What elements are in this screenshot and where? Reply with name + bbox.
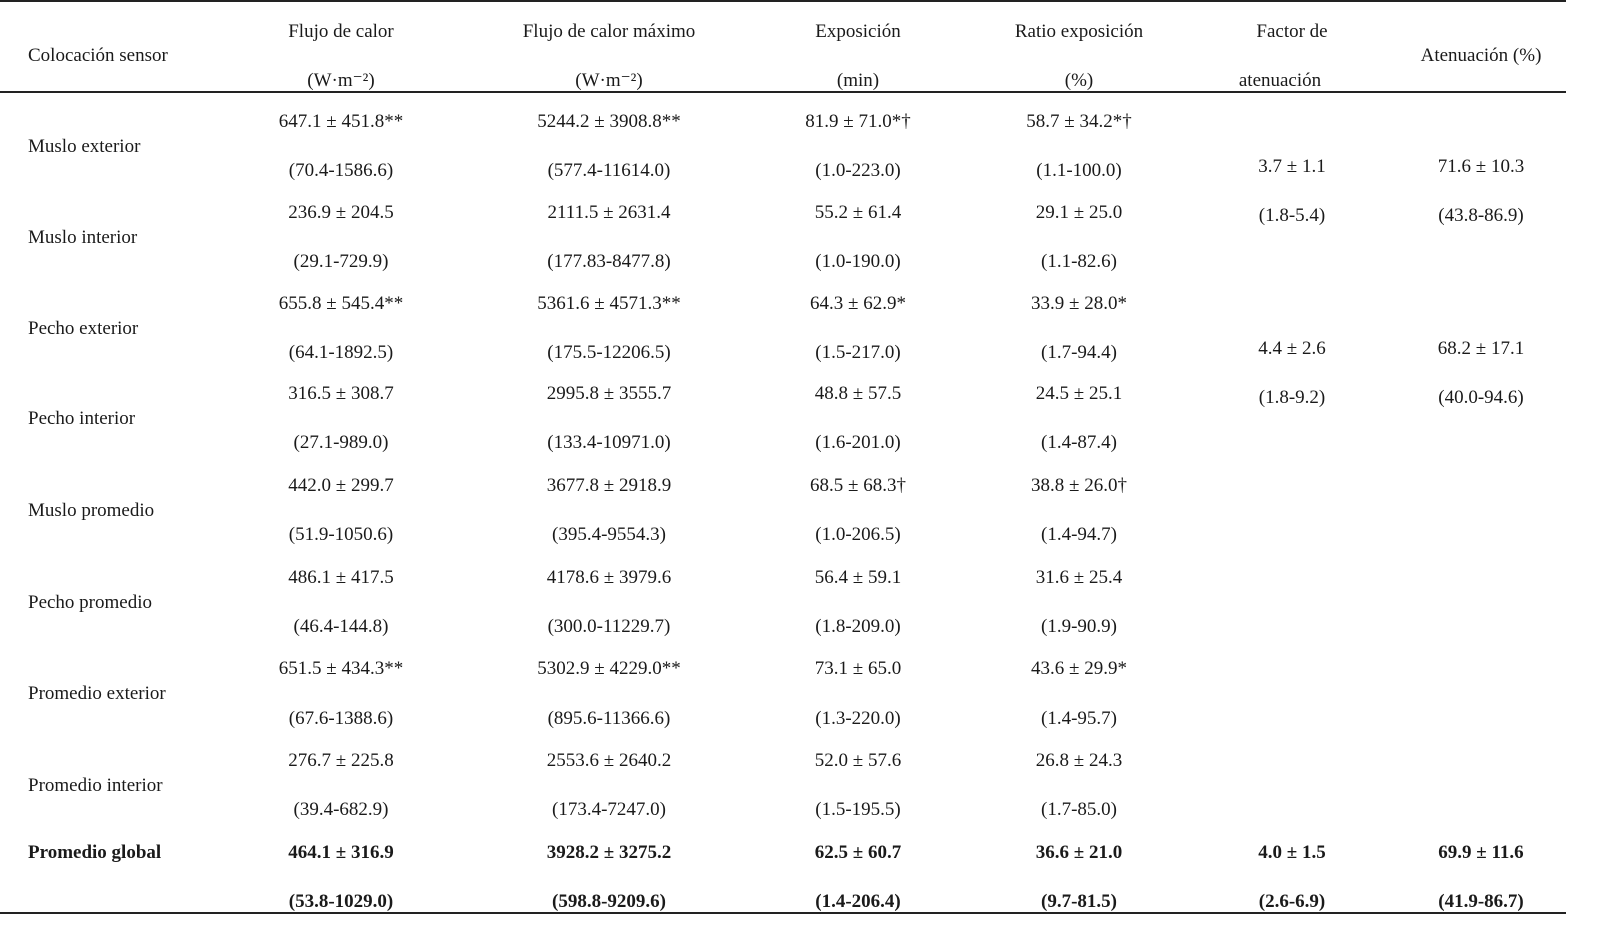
header-flux-unit: (W·m⁻²): [307, 70, 375, 91]
max-range: (895.6-11366.6): [547, 708, 671, 729]
ratio-mean: 36.6 ± 21.0: [1035, 842, 1123, 863]
attenuation-range: (43.8-86.9): [1438, 205, 1524, 226]
max-mean: 2553.6 ± 2640.2: [546, 750, 672, 771]
max-range: (177.83-8477.8): [547, 251, 671, 272]
factor-range: (1.8-5.4): [1258, 205, 1326, 226]
ratio-mean: 29.1 ± 25.0: [1035, 202, 1123, 223]
flux-range: (53.8-1029.0): [288, 891, 394, 912]
header-attenuation: Atenuación (%): [1420, 45, 1542, 66]
row-label: Promedio global: [28, 842, 162, 863]
flux-mean: 486.1 ± 417.5: [288, 567, 394, 588]
exposure-range: (1.5-195.5): [815, 799, 901, 820]
flux-range: (39.4-682.9): [293, 799, 389, 820]
exposure-mean: 81.9 ± 71.0*†: [805, 111, 911, 132]
flux-range: (51.9-1050.6): [288, 524, 394, 545]
max-range: (395.4-9554.3): [552, 524, 666, 545]
header-bottom-rule: [0, 91, 1566, 93]
ratio-mean: 58.7 ± 34.2*†: [1026, 111, 1132, 132]
flux-range: (46.4-144.8): [293, 616, 389, 637]
flux-range: (27.1-989.0): [293, 432, 389, 453]
max-range: (577.4-11614.0): [547, 160, 671, 181]
header-flux-title: Flujo de calor: [288, 21, 394, 42]
exposure-range: (1.8-209.0): [815, 616, 901, 637]
ratio-range: (1.1-100.0): [1036, 160, 1122, 181]
max-mean: 5244.2 ± 3908.8**: [537, 111, 681, 132]
ratio-range: (1.4-94.7): [1041, 524, 1117, 545]
attenuation-mean: 68.2 ± 17.1: [1437, 338, 1525, 359]
max-mean: 3928.2 ± 3275.2: [546, 842, 672, 863]
header-maxflux-title: Flujo de calor máximo: [522, 21, 696, 42]
flux-mean: 442.0 ± 299.7: [288, 475, 394, 496]
exposure-mean: 55.2 ± 61.4: [814, 202, 902, 223]
exposure-range: (1.5-217.0): [815, 342, 901, 363]
flux-mean: 655.8 ± 545.4**: [278, 293, 404, 314]
max-range: (133.4-10971.0): [547, 432, 671, 453]
header-maxflux-unit: (W·m⁻²): [575, 70, 643, 91]
row-label: Pecho exterior: [28, 318, 139, 339]
header-factor-line1: Factor de: [1256, 21, 1328, 42]
row-label: Promedio exterior: [28, 683, 166, 704]
exposure-range: (1.6-201.0): [815, 432, 901, 453]
ratio-range: (1.1-82.6): [1041, 251, 1117, 272]
factor-mean: 4.4 ± 2.6: [1258, 338, 1326, 359]
flux-range: (29.1-729.9): [293, 251, 389, 272]
row-label: Pecho promedio: [28, 592, 153, 613]
ratio-range: (1.7-94.4): [1041, 342, 1117, 363]
exposure-mean: 62.5 ± 60.7: [814, 842, 902, 863]
header-ratio-title: Ratio exposición: [1014, 21, 1144, 42]
header-ratio-unit: (%): [1064, 70, 1094, 91]
max-mean: 5361.6 ± 4571.3**: [537, 293, 681, 314]
max-range: (173.4-7247.0): [552, 799, 666, 820]
ratio-range: (1.9-90.9): [1041, 616, 1117, 637]
row-label: Pecho interior: [28, 408, 136, 429]
max-range: (175.5-12206.5): [547, 342, 671, 363]
attenuation-range: (41.9-86.7): [1438, 891, 1524, 912]
max-mean: 2995.8 ± 3555.7: [546, 383, 672, 404]
header-factor-line2: atenuación: [1238, 70, 1322, 91]
ratio-range: (1.7-85.0): [1041, 799, 1117, 820]
max-range: (598.8-9209.6): [552, 891, 666, 912]
ratio-mean: 43.6 ± 29.9*: [1031, 658, 1127, 679]
factor-mean: 4.0 ± 1.5: [1258, 842, 1326, 863]
ratio-mean: 26.8 ± 24.3: [1035, 750, 1123, 771]
exposure-mean: 48.8 ± 57.5: [814, 383, 902, 404]
row-label: Muslo exterior: [28, 136, 141, 157]
max-mean: 2111.5 ± 2631.4: [547, 202, 671, 223]
ratio-mean: 33.9 ± 28.0*: [1031, 293, 1127, 314]
attenuation-range: (40.0-94.6): [1438, 387, 1524, 408]
attenuation-mean: 69.9 ± 11.6: [1438, 842, 1524, 863]
flux-range: (64.1-1892.5): [288, 342, 394, 363]
exposure-range: (1.3-220.0): [815, 708, 901, 729]
header-exposure-unit: (min): [836, 70, 880, 91]
row-label: Promedio interior: [28, 775, 163, 796]
exposure-mean: 73.1 ± 65.0: [814, 658, 902, 679]
exposure-mean: 56.4 ± 59.1: [814, 567, 902, 588]
ratio-range: (1.4-87.4): [1041, 432, 1117, 453]
flux-mean: 236.9 ± 204.5: [288, 202, 394, 223]
exposure-range: (1.4-206.4): [815, 891, 901, 912]
ratio-range: (1.4-95.7): [1041, 708, 1117, 729]
flux-mean: 647.1 ± 451.8**: [278, 111, 404, 132]
header-exposure-title: Exposición: [815, 21, 901, 42]
factor-range: (2.6-6.9): [1258, 891, 1326, 912]
flux-mean: 464.1 ± 316.9: [288, 842, 394, 863]
exposure-mean: 68.5 ± 68.3†: [810, 475, 906, 496]
ratio-mean: 24.5 ± 25.1: [1035, 383, 1123, 404]
exposure-mean: 52.0 ± 57.6: [814, 750, 902, 771]
factor-mean: 3.7 ± 1.1: [1258, 156, 1326, 177]
max-mean: 4178.6 ± 3979.6: [546, 567, 672, 588]
exposure-range: (1.0-223.0): [815, 160, 901, 181]
exposure-range: (1.0-190.0): [815, 251, 901, 272]
row-label: Muslo interior: [28, 227, 138, 248]
max-mean: 3677.8 ± 2918.9: [546, 475, 672, 496]
ratio-mean: 38.8 ± 26.0†: [1031, 475, 1127, 496]
header-sensor: Colocación sensor: [28, 45, 168, 66]
max-range: (300.0-11229.7): [547, 616, 671, 637]
exposure-range: (1.0-206.5): [815, 524, 901, 545]
ratio-range: (9.7-81.5): [1041, 891, 1117, 912]
flux-mean: 276.7 ± 225.8: [288, 750, 394, 771]
table-bottom-rule: [0, 912, 1566, 914]
flux-range: (70.4-1586.6): [288, 160, 394, 181]
table-top-rule: [0, 0, 1566, 2]
factor-range: (1.8-9.2): [1258, 387, 1326, 408]
ratio-mean: 31.6 ± 25.4: [1035, 567, 1123, 588]
exposure-mean: 64.3 ± 62.9*: [810, 293, 906, 314]
flux-range: (67.6-1388.6): [288, 708, 394, 729]
attenuation-mean: 71.6 ± 10.3: [1437, 156, 1525, 177]
max-mean: 5302.9 ± 4229.0**: [537, 658, 681, 679]
flux-mean: 316.5 ± 308.7: [288, 383, 394, 404]
flux-mean: 651.5 ± 434.3**: [278, 658, 404, 679]
row-label: Muslo promedio: [28, 500, 155, 521]
